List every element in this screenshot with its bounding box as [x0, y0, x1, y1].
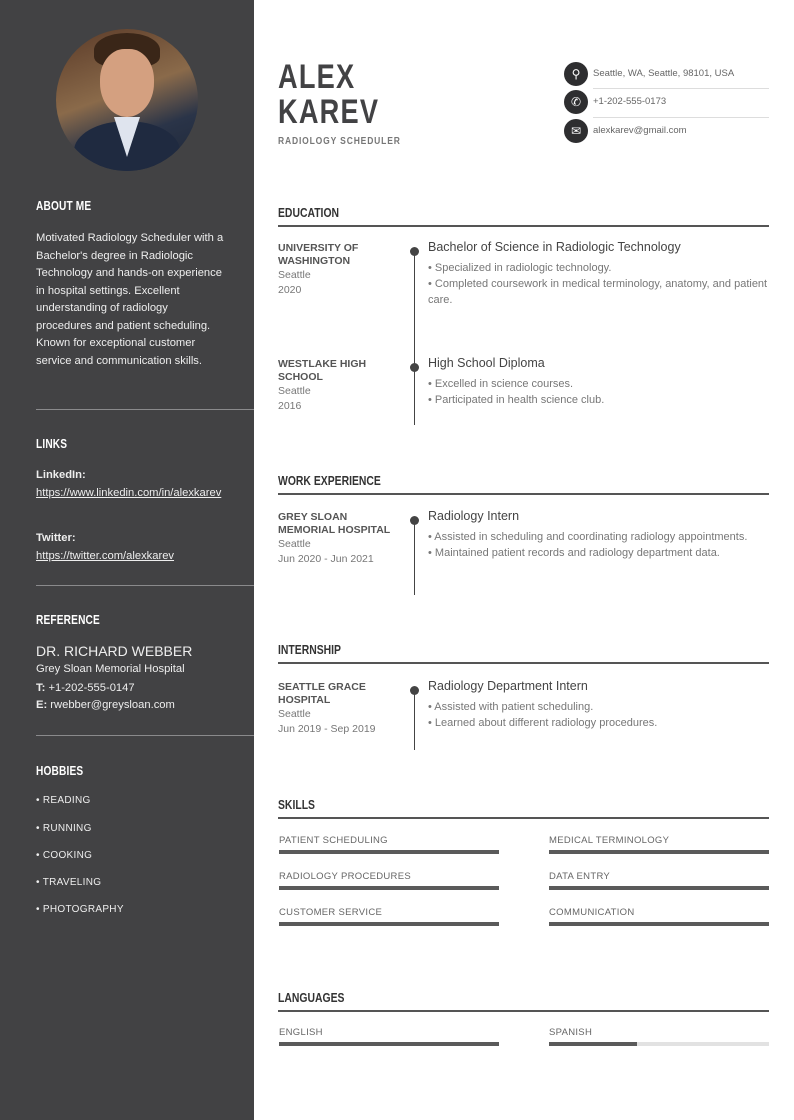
contact-text: Seattle, WA, Seattle, 98101, USA — [593, 68, 735, 79]
work-entry-org — [278, 511, 398, 567]
timeline-line — [414, 690, 416, 750]
internship-entry-org — [278, 681, 398, 737]
skill-name: COMMUNICATION — [549, 907, 635, 918]
work-section-header — [278, 473, 407, 488]
reference-phone: +1-202-555-0147 — [48, 682, 135, 694]
skill-level-bar — [279, 850, 499, 854]
skill-level-fill — [549, 886, 769, 890]
skill-level-bar — [549, 922, 769, 926]
skill-level-fill — [549, 850, 769, 854]
internship-entry-details — [428, 679, 770, 731]
email-label: E: — [36, 699, 48, 711]
entry-title: High School Diploma — [428, 356, 545, 370]
timeline-dot — [410, 516, 419, 525]
date: Jun 2019 - Sep 2019 — [278, 723, 376, 735]
work-divider — [278, 493, 769, 495]
bullet-item: • Assisted in scheduling and coordinating radiology appointments. — [428, 531, 748, 543]
education-heading: EDUCATION — [278, 205, 340, 220]
organization-name: WESTLAKE HIGH SCHOOL — [278, 358, 367, 383]
location-pin-icon: ⚲ — [564, 62, 588, 86]
divider — [593, 88, 769, 89]
hobbies-heading: HOBBIES — [36, 763, 84, 778]
education-entry-details — [428, 356, 770, 408]
sidebar — [0, 0, 254, 1120]
language-level-fill — [279, 1042, 499, 1046]
profile-photo — [56, 29, 198, 171]
contact-text: alexkarev@gmail.com — [593, 125, 687, 136]
languages-divider — [278, 1010, 769, 1012]
bullet-item: • Specialized in radiologic technology. — [428, 262, 612, 274]
phone-label: T: — [36, 682, 46, 694]
bullet-item: • Maintained patient records and radiology department data. — [428, 547, 720, 559]
skill-level-fill — [279, 886, 499, 890]
divider — [36, 409, 254, 410]
timeline-line — [414, 520, 416, 595]
language-level-bar — [549, 1042, 769, 1046]
language-level-bar — [279, 1042, 499, 1046]
timeline-dot — [410, 686, 419, 695]
bullet-item: • Completed coursework in medical terminology, anatomy, and patient care. — [428, 278, 768, 306]
reference-name: DR. RICHARD WEBBER — [36, 643, 193, 659]
contact-text: +1-202-555-0173 — [593, 96, 667, 107]
reference-email: rwebber@greysloan.com — [50, 699, 175, 711]
hobby-item: • TRAVELING — [36, 877, 102, 888]
language-name: ENGLISH — [279, 1027, 323, 1038]
first-name: ALEX — [278, 58, 356, 96]
location: Seattle — [278, 385, 311, 397]
reference-org: Grey Sloan Memorial Hospital — [36, 663, 185, 675]
date: 2016 — [278, 400, 302, 412]
location: Seattle — [278, 708, 311, 720]
education-entry-org — [278, 358, 398, 414]
work-heading: WORK EXPERIENCE — [278, 473, 381, 488]
skill-level-bar — [279, 886, 499, 890]
phone-icon: ✆ — [564, 90, 588, 114]
languages-heading: LANGUAGES — [278, 990, 345, 1005]
date: Jun 2020 - Jun 2021 — [278, 553, 374, 565]
links-heading: LINKS — [36, 436, 68, 451]
hobby-item: • COOKING — [36, 850, 93, 861]
skill-name: CUSTOMER SERVICE — [279, 907, 383, 918]
timeline-dot — [410, 247, 419, 256]
skill-level-fill — [279, 850, 499, 854]
about-text: Motivated Radiology Scheduler with a Bachelor's degree in Radiologic Technology and hands-on experience in hospital settings. Excellent understanding of radiology procedures and patient scheduling. Known for exceptional customer service and communication skills. — [36, 232, 224, 367]
bullet-item: • Participated in health science club. — [428, 394, 605, 406]
skill-level-bar — [549, 886, 769, 890]
linkedin-link[interactable]: https://www.linkedin.com/in/alexkarev — [36, 487, 222, 499]
skill-name: MEDICAL TERMINOLOGY — [549, 835, 670, 846]
timeline-line — [414, 251, 416, 425]
date: 2020 — [278, 284, 302, 296]
last-name: KAREV — [278, 93, 380, 131]
skill-level-fill — [549, 922, 769, 926]
education-divider — [278, 225, 769, 227]
skill-level-fill — [279, 922, 499, 926]
work-entry-details — [428, 509, 770, 561]
skill-level-bar — [549, 850, 769, 854]
entry-title: Bachelor of Science in Radiologic Technology — [428, 240, 681, 254]
divider — [593, 117, 769, 118]
skills-heading: SKILLS — [278, 797, 315, 812]
skills-section-header — [278, 797, 324, 812]
twitter-link[interactable]: https://twitter.com/alexkarev — [36, 550, 175, 562]
job-title: RADIOLOGY SCHEDULER — [278, 136, 401, 147]
location: Seattle — [278, 269, 311, 281]
bullet-item: • Excelled in science courses. — [428, 378, 574, 390]
twitter-label: Twitter: — [36, 532, 76, 544]
reference-heading: REFERENCE — [36, 612, 100, 627]
languages-section-header — [278, 990, 361, 1005]
linkedin-label: LinkedIn: — [36, 469, 86, 481]
education-entry-details — [428, 240, 770, 308]
hobby-item: • RUNNING — [36, 823, 92, 834]
language-name: SPANISH — [549, 1027, 593, 1038]
hobby-item: • READING — [36, 795, 91, 806]
about-heading: ABOUT ME — [36, 198, 92, 213]
bullet-item: • Learned about different radiology procedures. — [428, 717, 658, 729]
email-icon: ✉ — [564, 119, 588, 143]
internship-section-header — [278, 642, 357, 657]
timeline-dot — [410, 363, 419, 372]
skill-name: PATIENT SCHEDULING — [279, 835, 388, 846]
language-level-fill — [549, 1042, 637, 1046]
skill-name: DATA ENTRY — [549, 871, 611, 882]
location: Seattle — [278, 538, 311, 550]
divider — [36, 585, 254, 586]
organization-name: UNIVERSITY OF WASHINGTON — [278, 242, 359, 267]
education-entry-org — [278, 242, 398, 298]
entry-title: Radiology Intern — [428, 509, 520, 523]
skill-name: RADIOLOGY PROCEDURES — [279, 871, 411, 882]
skills-divider — [278, 817, 769, 819]
hobby-item: • PHOTOGRAPHY — [36, 904, 124, 915]
organization-name: GREY SLOAN MEMORIAL HOSPITAL — [278, 511, 391, 536]
organization-name: SEATTLE GRACE HOSPITAL — [278, 681, 366, 706]
bullet-item: • Assisted with patient scheduling. — [428, 701, 594, 713]
divider — [36, 735, 254, 736]
skill-level-bar — [279, 922, 499, 926]
internship-heading: INTERNSHIP — [278, 642, 341, 657]
entry-title: Radiology Department Intern — [428, 679, 588, 693]
internship-divider — [278, 662, 769, 664]
education-section-header — [278, 205, 354, 220]
